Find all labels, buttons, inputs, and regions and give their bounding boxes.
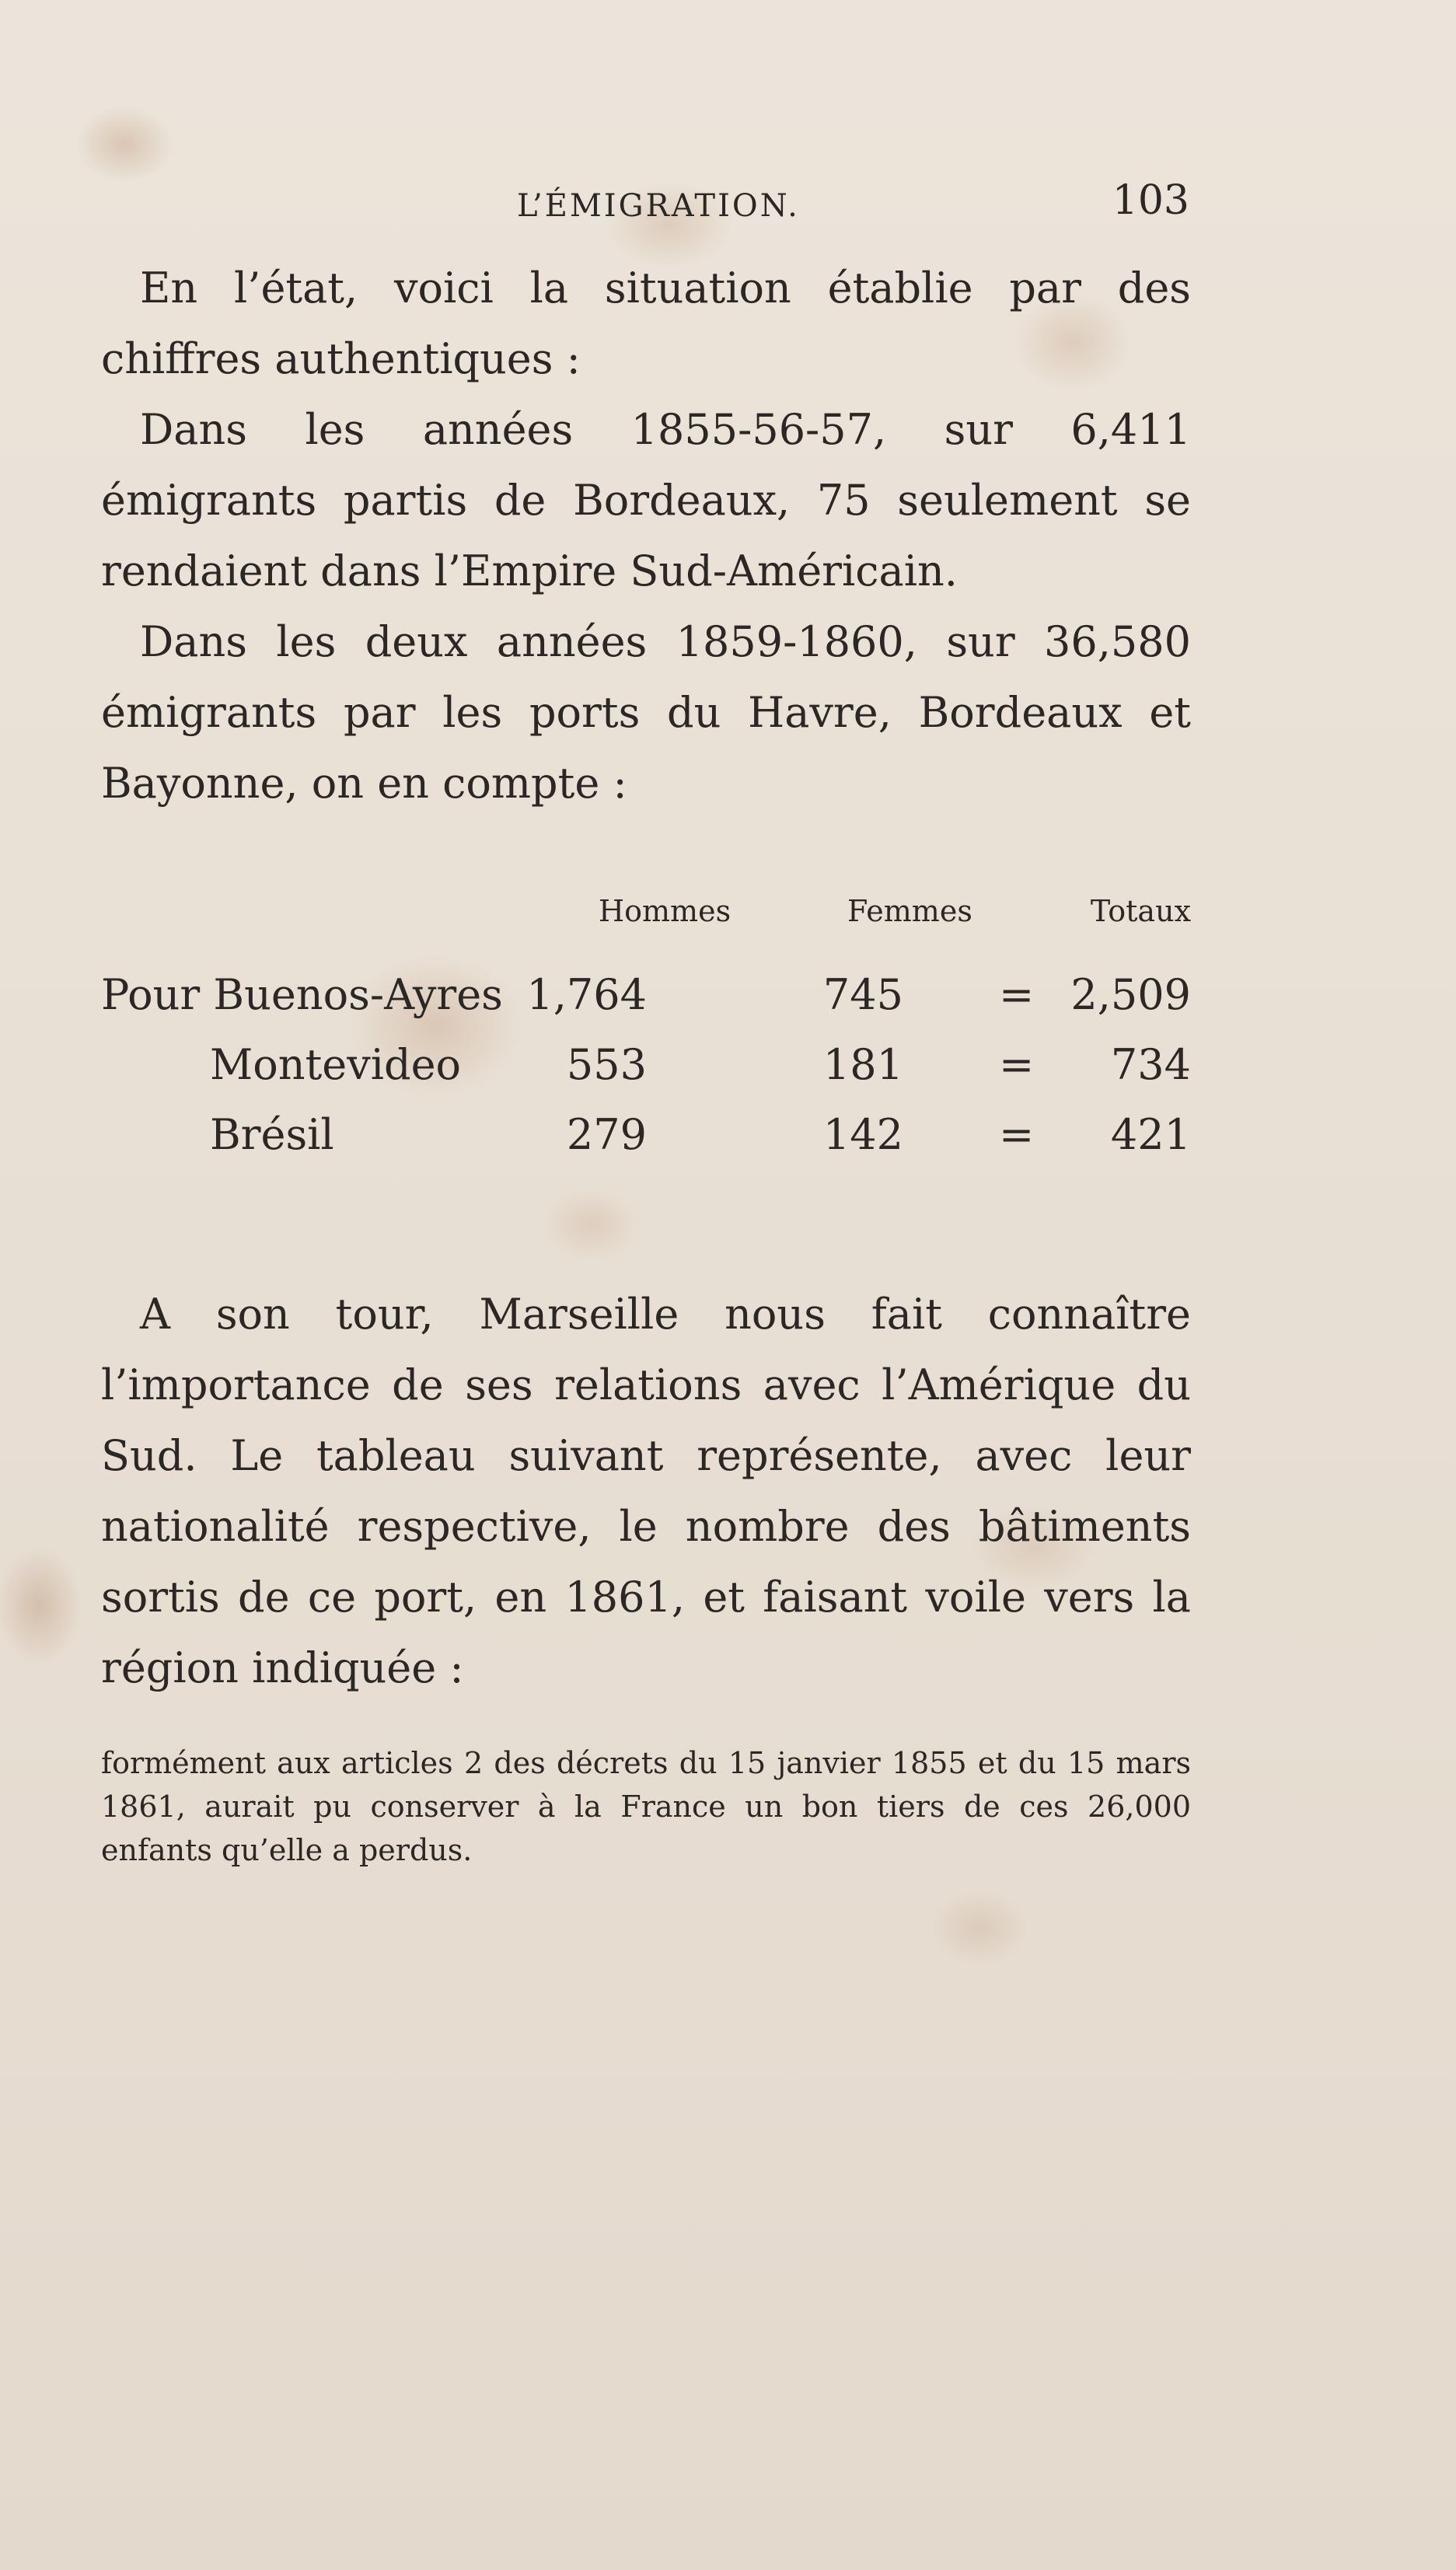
paragraph-marseille xyxy=(101,1279,1191,1703)
row-place: Pour Buenos-Ayres xyxy=(101,970,503,1019)
paragraph-intro xyxy=(101,253,1191,394)
paragraph-ports-text: Dans les deux années 1859-1860, sur 36,580 émigrants par les ports du Havre, Bordeaux et Bayonne, on en compte : xyxy=(101,617,1191,808)
emigration-table xyxy=(101,886,1191,1197)
footnote: formément aux articles 2 des décrets du 15 janvier 1855 et du 15 mars 1861, aurait pu conserver à la France un bon tiers de ces 26,000 enfants qu’elle a perdus. xyxy=(101,1746,1191,1867)
table-row xyxy=(101,970,1191,1040)
paragraph-ports xyxy=(101,606,1191,819)
running-title: L’ÉMIGRATION. xyxy=(517,188,800,224)
paragraph-marseille-text: A son tour, Marseille nous fait connaître l’importance de ses relations avec l’Amérique du Sud. Le tableau suivant représente, avec leur nationalité respective, le nombre des bâtiments sortis de ce port, en 1861, et faisant voile vers la région indiquée : xyxy=(101,1290,1191,1692)
row-equals: = xyxy=(999,1110,1035,1159)
row-total: 421 xyxy=(1110,1110,1191,1159)
paragraph-bordeaux xyxy=(101,394,1191,606)
header-femmes: Femmes xyxy=(847,894,972,928)
row-equals: = xyxy=(999,970,1035,1019)
header-hommes: Hommes xyxy=(599,894,731,928)
row-hommes: 553 xyxy=(566,1040,647,1089)
header-totaux: Totaux xyxy=(1090,894,1191,928)
row-equals: = xyxy=(999,1040,1035,1089)
paragraph-intro-text: En l’état, voici la situation établie par des chiffres authentiques : xyxy=(101,264,1191,383)
paragraph-bordeaux-text: Dans les années 1855-56-57, sur 6,411 émigrants partis de Bordeaux, 75 seulement se rendaient dans l’Empire Sud-Américain. xyxy=(101,405,1191,595)
row-place: Brésil xyxy=(210,1110,334,1159)
page-header xyxy=(101,177,1189,232)
row-place: Montevideo xyxy=(210,1040,462,1089)
row-hommes: 279 xyxy=(566,1110,647,1159)
row-femmes: 745 xyxy=(822,970,903,1019)
table-row xyxy=(101,1110,1191,1180)
row-total: 2,509 xyxy=(1070,970,1191,1019)
row-femmes: 181 xyxy=(822,1040,903,1089)
page-number: 103 xyxy=(1112,177,1189,224)
row-total: 734 xyxy=(1110,1040,1191,1089)
table-row xyxy=(101,1040,1191,1110)
row-hommes: 1,764 xyxy=(526,970,647,1019)
row-femmes: 142 xyxy=(822,1110,903,1159)
